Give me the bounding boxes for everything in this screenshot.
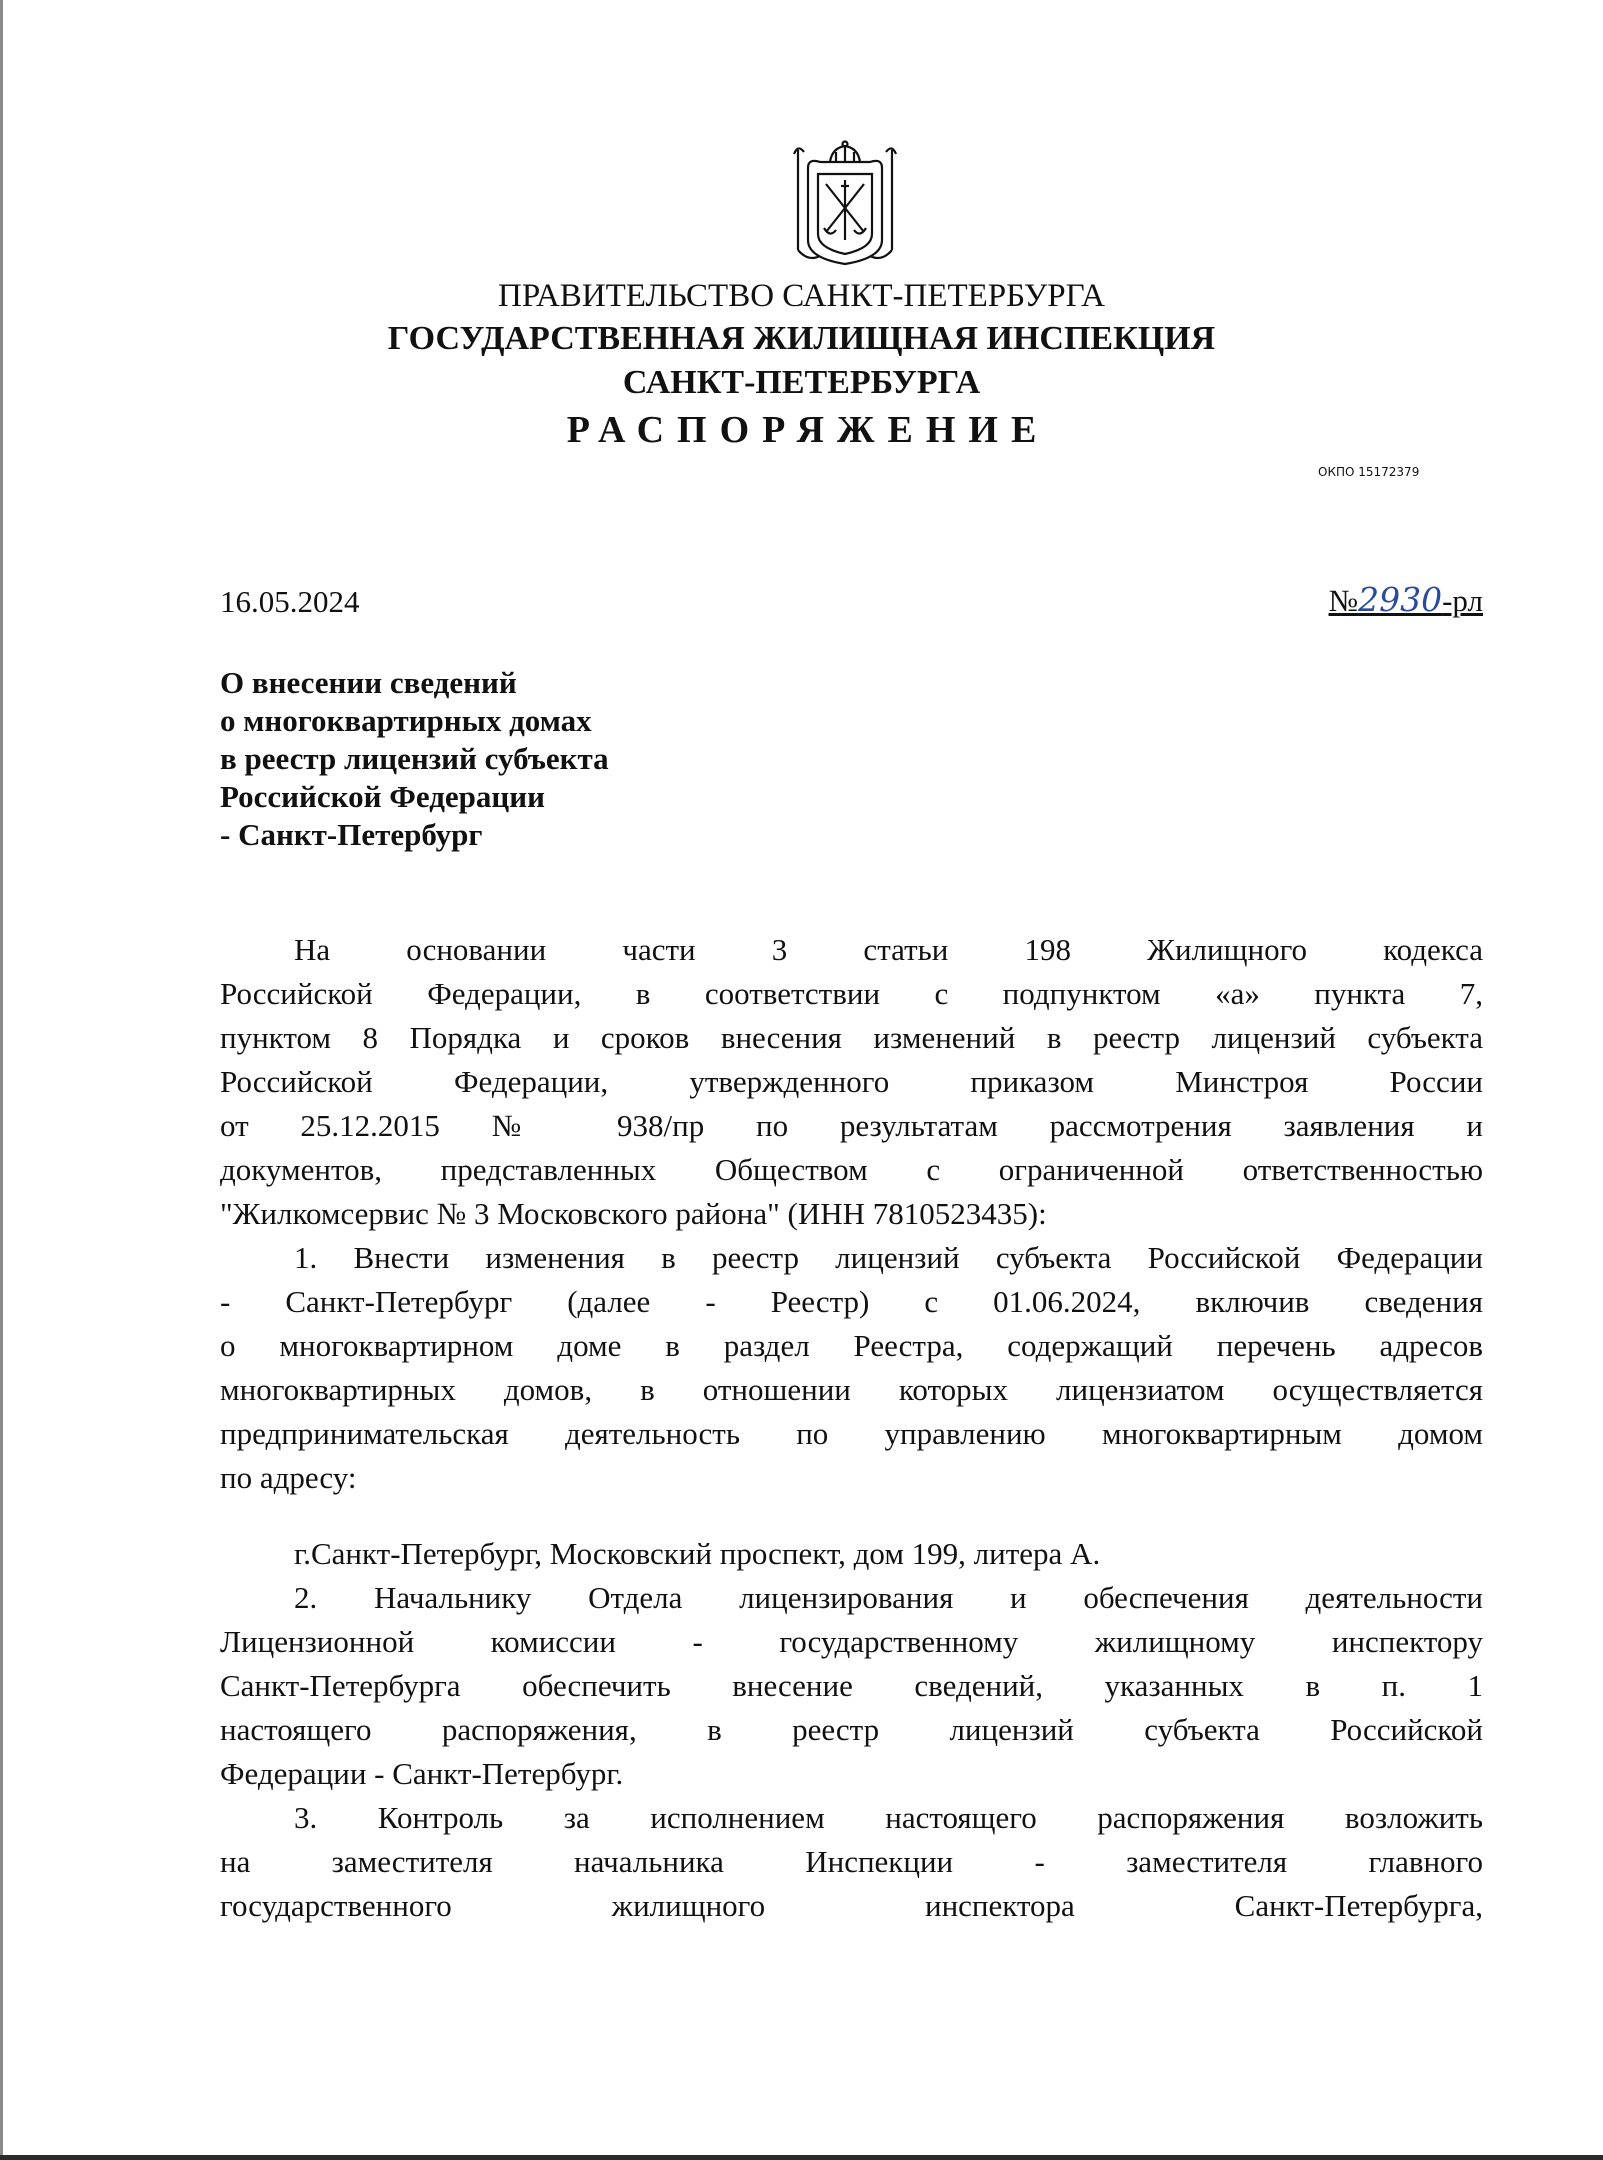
- body-line: многоквартирных домов, в отношении которых лицензиатом осуществляется: [220, 1372, 1483, 1407]
- item3-paragraph: [220, 1796, 1483, 1928]
- body-line: Санкт-Петербурга обеспечить внесение сведений, указанных в п. 1: [220, 1668, 1483, 1703]
- body-line: - Санкт-Петербург (далее - Реестр) с 01.06.2024, включив сведения: [220, 1284, 1483, 1319]
- subject-line: Российской Федерации: [220, 779, 545, 814]
- okpo-code: ОКПО 15172379: [1318, 465, 1420, 479]
- body-line: документов, представленных Обществом с ограниченной ответственностью: [220, 1152, 1483, 1187]
- address-paragraph: [220, 1532, 1483, 1576]
- body-line: На основании части 3 статьи 198 Жилищного кодекса: [294, 932, 1483, 967]
- handwritten-number: 2930: [1358, 580, 1443, 619]
- body-line: предпринимательская деятельность по управлению многоквартирным домом: [220, 1416, 1483, 1451]
- body-line: от 25.12.2015 № 938/пр по результатам рассмотрения заявления и: [220, 1108, 1483, 1143]
- document-number: [1329, 580, 1483, 619]
- subject-line: в реестр лицензий субъекта: [220, 741, 609, 776]
- number-prefix: №: [1328, 583, 1359, 618]
- body-line: настоящего распоряжения, в реестр лицензий субъекта Российской: [220, 1712, 1483, 1747]
- body-line: на заместителя начальника Инспекции - заместителя главного: [220, 1844, 1483, 1879]
- body-line: 2. Начальнику Отдела лицензирования и обеспечения деятельности: [294, 1580, 1483, 1615]
- body-line: "Жилкомсервис № 3 Московского района" (ИНН 7810523435):: [220, 1196, 1047, 1231]
- scan-edge-bottom: [0, 2155, 1603, 2160]
- document-date: 16.05.2024: [220, 584, 360, 619]
- body-line: Российской Федерации, утвержденного приказом Минстроя России: [220, 1064, 1483, 1099]
- number-suffix: -рл: [1442, 583, 1483, 618]
- document-subject: [220, 664, 609, 854]
- address-line: г.Санкт-Петербург, Московский проспект, дом 199, литера А.: [294, 1536, 1101, 1571]
- item2-paragraph: [220, 1576, 1483, 1796]
- subject-line: О внесении сведений: [220, 665, 517, 700]
- coat-of-arms-emblem: [790, 140, 900, 268]
- subject-line: - Санкт-Петербург: [220, 817, 483, 852]
- preamble-and-item1: [220, 928, 1483, 1500]
- body-line: 3. Контроль за исполнением настоящего распоряжения возложить: [294, 1800, 1483, 1835]
- document-type-title: РАСПОРЯЖЕНИЕ: [566, 409, 1050, 451]
- body-line: Российской Федерации, в соответствии с подпунктом «а» пункта 7,: [220, 976, 1483, 1011]
- body-line: пунктом 8 Порядка и сроков внесения изменений в реестр лицензий субъекта: [220, 1020, 1483, 1055]
- government-title: ПРАВИТЕЛЬСТВО САНКТ-ПЕТЕРБУРГА: [498, 278, 1105, 314]
- body-line: Федерации - Санкт-Петербург.: [220, 1756, 624, 1791]
- body-line: Лицензионной комиссии - государственному жилищному инспектору: [220, 1624, 1483, 1659]
- body-line: государственного жилищного инспектора Санкт-Петербурга,: [220, 1888, 1483, 1923]
- inspection-title-line2: САНКТ-ПЕТЕРБУРГА: [622, 364, 981, 401]
- subject-line: о многоквартирных домах: [220, 703, 592, 738]
- body-line: о многоквартирном доме в раздел Реестра, содержащий перечень адресов: [220, 1328, 1483, 1363]
- body-line: 1. Внести изменения в реестр лицензий субъекта Российской Федерации: [294, 1240, 1483, 1275]
- body-line: по адресу:: [220, 1460, 357, 1495]
- inspection-title-line1: ГОСУДАРСТВЕННАЯ ЖИЛИЩНАЯ ИНСПЕКЦИЯ: [387, 320, 1216, 357]
